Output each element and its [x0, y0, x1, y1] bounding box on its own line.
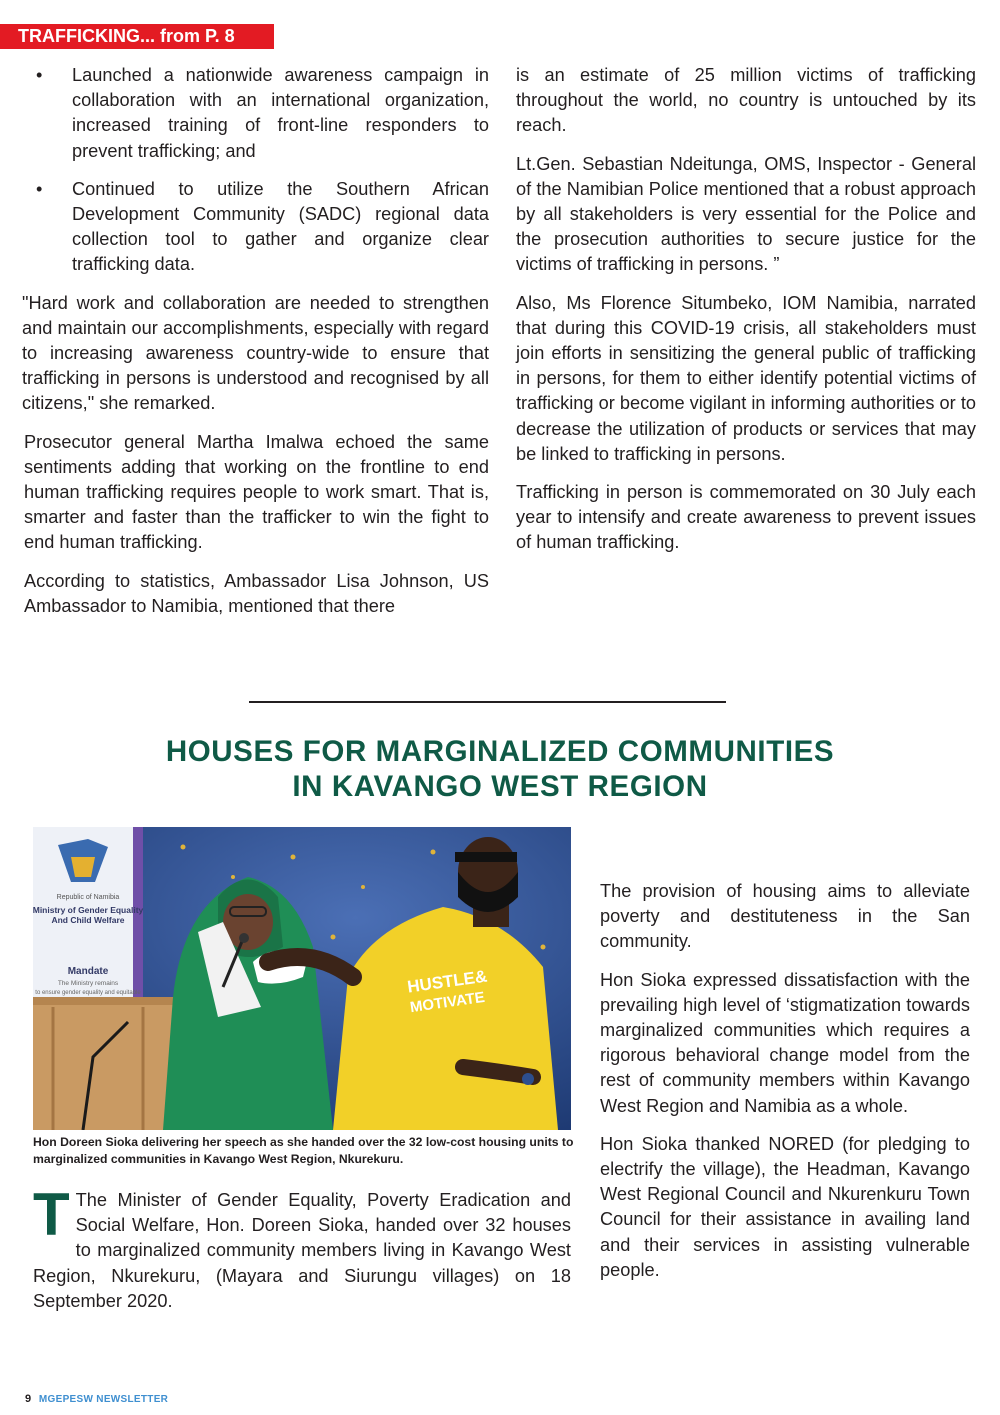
- bullet-text: Launched a nationwide awareness campaign in collaboration with an international organization, increased training of front-line responders to prevent trafficking; and: [72, 65, 489, 161]
- paragraph: Prosecutor general Martha Imalwa echoed the same sentiments adding that working on the frontline to end human trafficking requires people to work smart. That is, smarter and faster than the trafficker to win the fight to end human trafficking.: [24, 431, 489, 553]
- article-photo: [33, 827, 571, 1130]
- banner-text: And Child Welfare: [51, 915, 125, 925]
- bullet-icon: •: [36, 65, 43, 85]
- headline-line: HOUSES FOR MARGINALIZED COMMUNITIES: [165, 735, 835, 768]
- shirt-text: MOTIVATE: [408, 988, 486, 1017]
- photo-illustration: [33, 827, 571, 1130]
- article-headline: [60, 734, 940, 804]
- paragraph: is an estimate of 25 million victims of trafficking throughout the world, no country is untouched by its reach.: [516, 65, 976, 136]
- paragraph: "Hard work and collaboration are needed to strengthen and maintain our accomplishments, especially with regard to increasing awareness country-wide to ensure that trafficking in persons is understood and recognised by all citizens," she remarked.: [22, 292, 489, 414]
- paragraph: Also, Ms Florence Situmbeko, IOM Namibia, narrated that during this COVID-19 crisis, all stakeholders must join efforts in sensitizing the general public of trafficking in persons, for them to either identify potential victims of trafficking or become vigilant in informing authorities or to decrease the utilization of products or services that may be linked to trafficking in persons.: [516, 292, 976, 464]
- bullet-icon: •: [36, 178, 43, 199]
- bullet-item: [22, 63, 489, 164]
- banner-text: Mandate: [67, 966, 109, 977]
- paragraph: Trafficking in person is commemorated on 30 July each year to intensify and create awareness to prevent issues of human trafficking.: [516, 482, 976, 553]
- lead-text: The Minister of Gender Equality, Poverty Eradication and Social Welfare, Hon. Doreen Sioka, handed over 32 houses to marginalized community members living in Kavango West Region, Nkurekuru, (Mayara and Siurungu villages) on 18 September 2020.: [33, 1190, 571, 1311]
- left-column: [22, 63, 489, 632]
- shirt-text: HUSTLE&: [406, 966, 489, 997]
- paragraph: According to statistics, Ambassador Lisa Johnson, US Ambassador to Namibia, mentioned that there: [24, 570, 489, 616]
- banner-text: Republic of Namibia: [56, 894, 120, 901]
- banner-text: The Ministry remains: [57, 980, 119, 987]
- drop-cap: T: [33, 1181, 70, 1248]
- paragraph: Hon Sioka thanked NORED (for pledging to electrify the village), the Headman, Kavango West Regional Council and Nkurenkuru Town Council for their assistance in availing land and their services in assisting vulnerable people.: [600, 1133, 970, 1280]
- page-footer: [25, 1393, 168, 1405]
- headline-line: IN KAVANGO WEST REGION: [292, 770, 708, 803]
- photo-caption: Hon Doreen Sioka delivering her speech as she handed over the 32 low-cost housing units to marginalized communities in Kavango West Region, Nkurekuru.: [33, 1135, 574, 1166]
- section-divider: [249, 701, 726, 703]
- page-number: 9: [25, 1393, 32, 1405]
- newsletter-name: MGEPESW NEWSLETTER: [38, 1394, 169, 1405]
- paragraph: Hon Sioka expressed dissatisfaction with the prevailing high level of ‘stigmatization towards marginalized communities which requires a rigorous behavioral change model from the rest of community members within Kavango West Region and Namibia as a whole.: [600, 969, 970, 1116]
- paragraph: Lt.Gen. Sebastian Ndeitunga, OMS, Inspector - General of the Namibian Police mentioned that a robust approach by all stakeholders is very essential for the Police and the prosecution authorities to secure justice for the victims of trafficking in persons. ”: [516, 153, 976, 275]
- continuation-tag: TRAFFICKING... from P. 8: [0, 24, 274, 49]
- bullet-text: Continued to utilize the Southern African Development Community (SADC) regional data collection tool to gather and organize clear trafficking data.: [72, 178, 489, 275]
- right-column: [516, 63, 976, 569]
- paragraph: The provision of housing aims to alleviate poverty and destituteness in the San community.: [600, 881, 970, 952]
- article-right-column: [600, 879, 970, 1296]
- banner-text: Ministry of Gender Equality: [33, 905, 144, 915]
- article-lead: [33, 1181, 571, 1327]
- bullet-item: [22, 177, 489, 278]
- lead-paragraph: [33, 1181, 571, 1314]
- banner-text: to ensure gender equality and equitable: [35, 990, 141, 996]
